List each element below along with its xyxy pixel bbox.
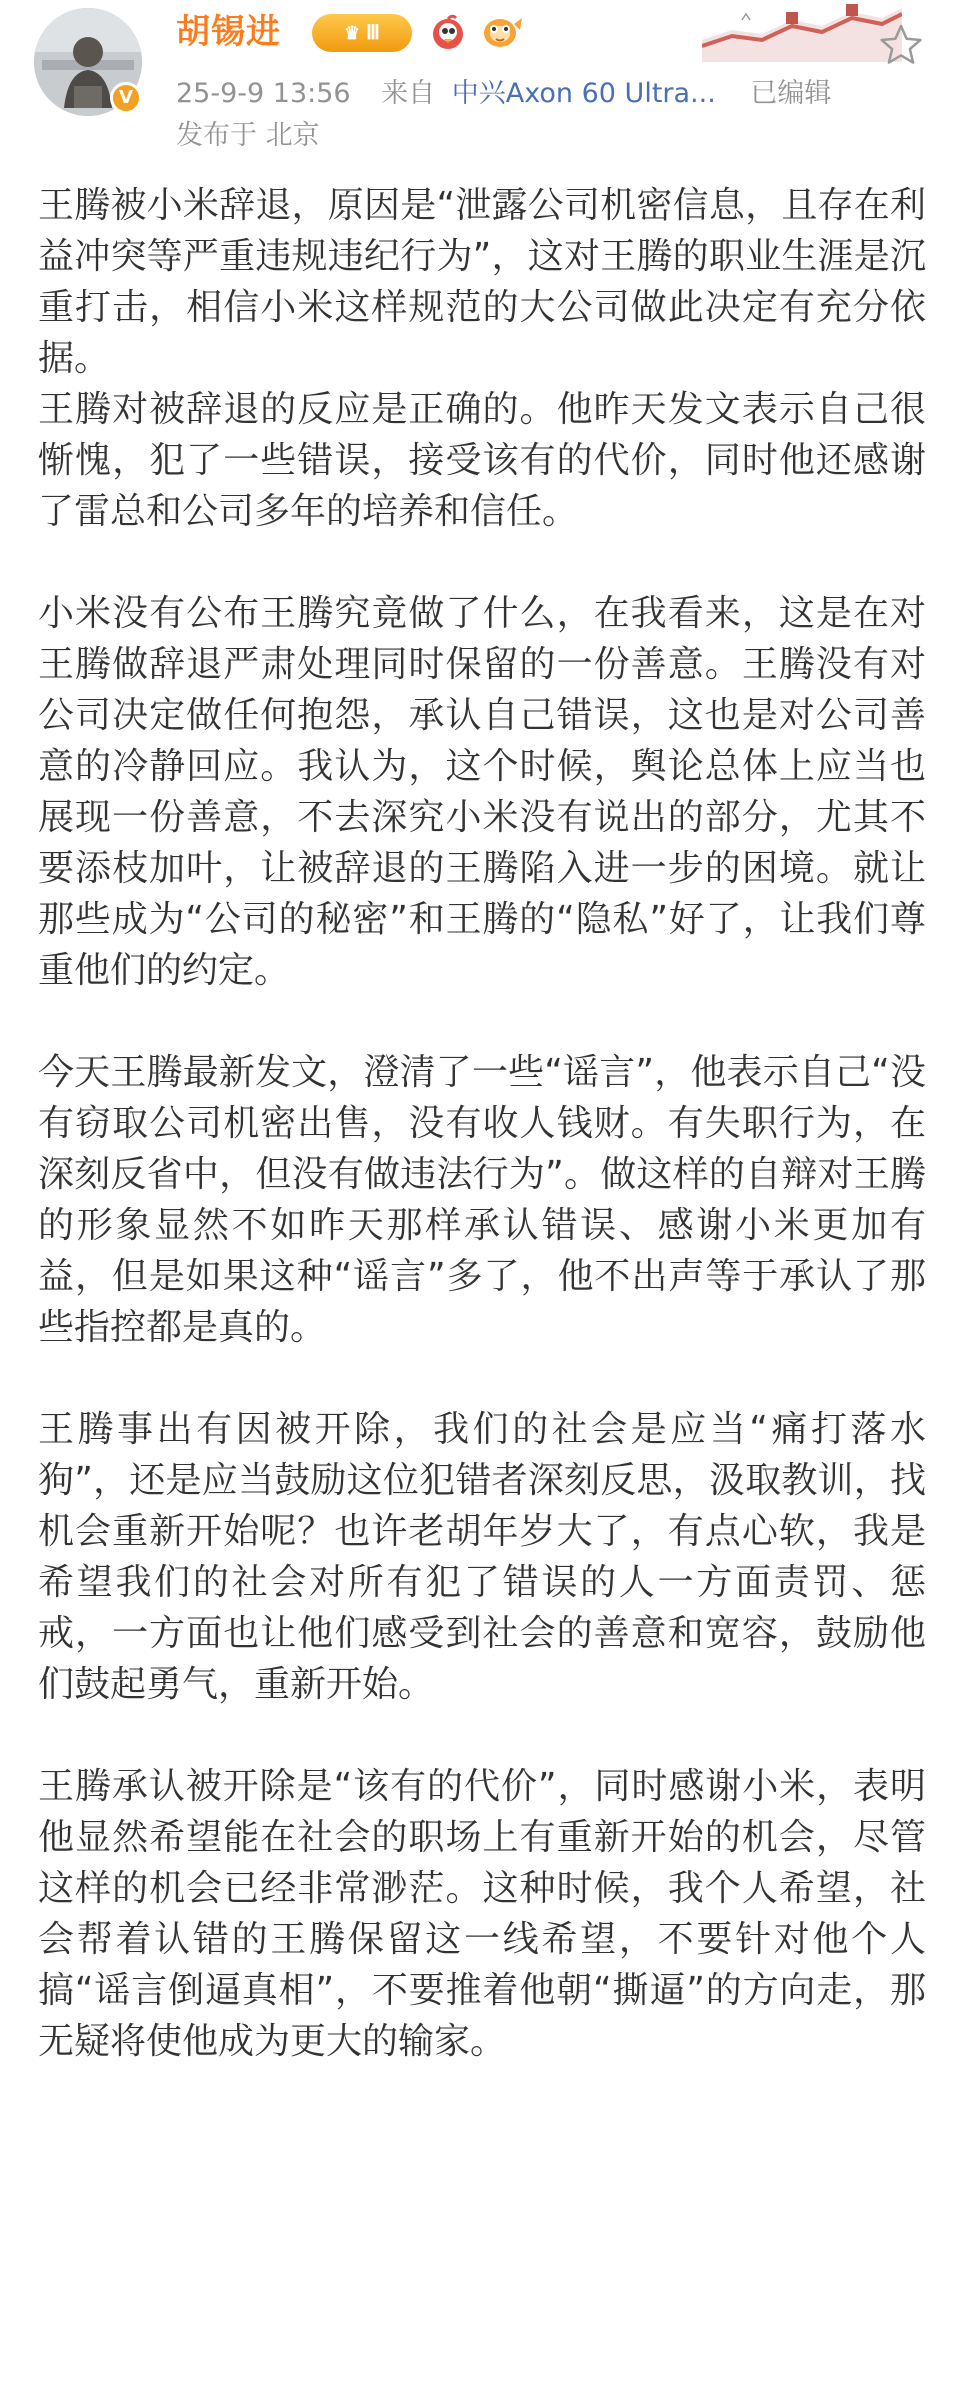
cartoon-bird-icon[interactable] [428, 12, 468, 52]
star-outline-icon[interactable] [878, 22, 924, 68]
post-paragraph: 王腾承认被开除是“该有的代价”，同时感谢小米，表明他显然希望能在社会的职场上有重新开始的机会，尽管这样的机会已经非常渺茫。这种时候，我个人希望，社会帮着认错的王腾保留这一线希望，不要针对他个人搞“谣言倒逼真相”，不要推着他朝“撕逼”的方向走，那无疑将使他成为更大的输家。 [38, 1766, 926, 2062]
post-paragraph: 王腾被小米辞退，原因是“泄露公司机密信息，且存在利益冲突等严重违规违纪行为”，这对王腾的职业生涯是沉重打击，相信小米这样规范的大公司做此决定有充分依据。 [38, 185, 926, 379]
post-location: 发布于 北京 [176, 120, 320, 151]
post-paragraph: 王腾事出有因被开除，我们的社会是应当“痛打落水狗”，还是应当鼓励这位犯错者深刻反思，汲取教训，找机会重新开始呢？也许老胡年岁大了，有点心软，我是希望我们的社会对所有犯了错误的人一方面责罚、惩戒，一方面也让他们感受到社会的善意和宽容，鼓励他们鼓起勇气，重新开始。 [38, 1409, 926, 1705]
great-wall-decoration [702, 0, 902, 62]
level-number: Ⅲ [366, 22, 380, 44]
post-content [38, 180, 926, 2067]
post-paragraph: 今天王腾最新发文，澄清了一些“谣言”，他表示自己“没有窃取公司机密出售，没有收人钱财。有失职行为，在深刻反省中，但没有做违法行为”。做这样的自辩对王腾的形象显然不如昨天那样承认错误、感谢小米更加有益，但是如果这种“谣言”多了，他不出声等于承认了那些指控都是真的。 [38, 1052, 926, 1348]
author-name[interactable]: 胡锡进 [176, 12, 281, 52]
post-paragraph: 小米没有公布王腾究竟做了什么，在我看来，这是在对王腾做辞退严肃处理同时保留的一份善意。王腾没有对公司决定做任何抱怨，承认自己错误，这也是对公司善意的冷静回应。我认为，这个时候，舆论总体上应当也展现一份善意，不去深究小米没有说出的部分，尤其不要添枝加叶，让被辞退的王腾陷入进一步的困境。就让那些成为“公司的秘密”和王腾的“隐私”好了，让我们尊重他们的约定。 [38, 593, 926, 991]
post-paragraph: 王腾对被辞退的反应是正确的。他昨天发文表示自己很惭愧，犯了一些错误，接受该有的代价，同时他还感谢了雷总和公司多年的培养和信任。 [38, 389, 926, 532]
user-level-badge[interactable] [312, 14, 412, 52]
post-time: 25-9-9 13:56 [176, 78, 351, 109]
edited-label[interactable]: 已编辑 [750, 78, 832, 109]
post-meta [176, 72, 831, 116]
post-header [0, 0, 960, 170]
cartoon-fish-icon[interactable] [478, 10, 524, 52]
crown-icon: ♛ [344, 23, 361, 43]
source-device-link[interactable]: 中兴Axon 60 Ultra... [451, 78, 716, 109]
source-label: 来自 [381, 78, 436, 109]
verified-v-icon: V [110, 82, 142, 114]
